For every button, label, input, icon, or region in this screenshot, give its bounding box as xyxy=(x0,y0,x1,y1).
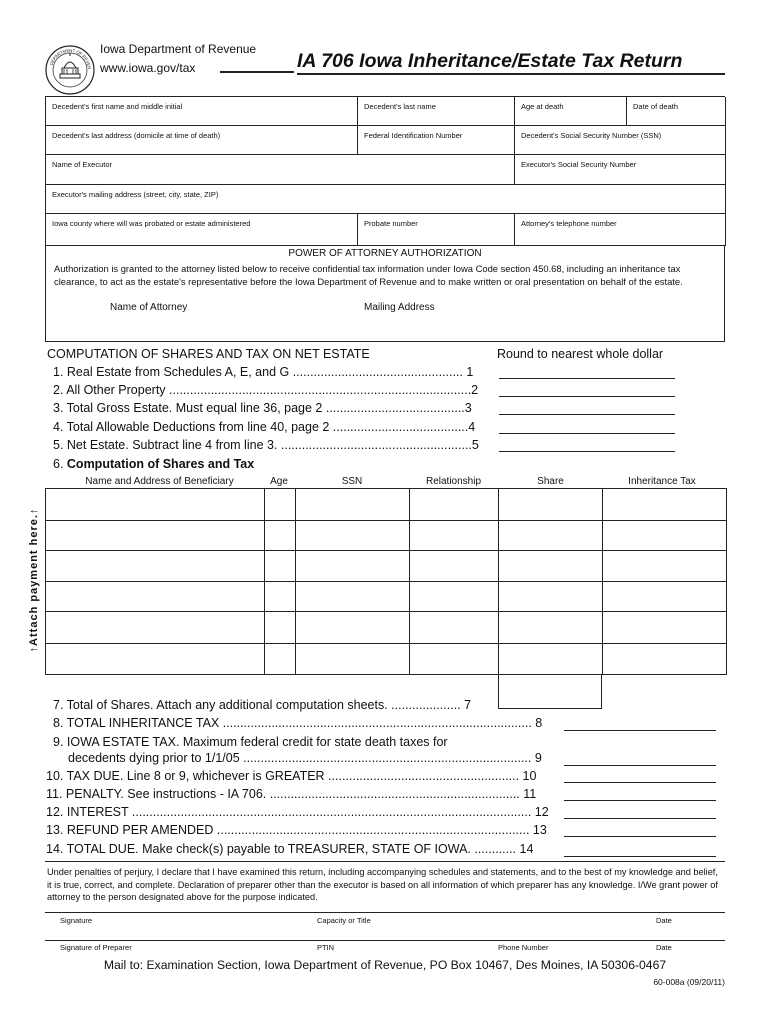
line-9-label-cont: decedents dying prior to 1/1/05 ................................................................................... 9 xyxy=(68,751,542,765)
capacity-label: Capacity or Title xyxy=(317,916,371,925)
beneficiary-table xyxy=(45,488,727,675)
section-divider xyxy=(45,861,725,862)
line-6-heading xyxy=(53,457,254,471)
line-10-label: 10. TAX DUE. Line 8 or 9, whichever is GREATER ....................................................... 10 xyxy=(46,769,537,783)
signature-label: Signature xyxy=(60,916,93,925)
line-7-label: 7. Total of Shares. Attach any additional computation sheets. .................... 7 xyxy=(53,698,472,712)
line-3-label: 3. Total Gross Estate. Must equal line 36, page 2 ........................................3 xyxy=(53,401,472,415)
col-relationship: Relationship xyxy=(425,476,482,487)
date-of-death-field[interactable] xyxy=(627,97,726,126)
attorney-phone-label: Attorney's telephone number xyxy=(521,219,617,228)
title-rule xyxy=(220,71,294,73)
preparer-signature-label: Signature of Preparer xyxy=(60,943,132,952)
decedent-info-grid xyxy=(45,96,725,245)
executor-name-label: Name of Executor xyxy=(52,160,113,169)
table-row xyxy=(46,550,726,551)
executor-name-field[interactable] xyxy=(46,155,515,185)
line-12-label: 12. INTEREST ................................................................................................................... 12 xyxy=(46,805,549,819)
seal-text: DEPARTMENT OF REVEN xyxy=(48,47,93,70)
line-12-input[interactable] xyxy=(564,818,716,819)
line-11-input[interactable] xyxy=(564,800,716,801)
svg-text:DEPARTMENT OF REVENUE xyxy=(44,44,92,70)
poa-title: POWER OF ATTORNEY AUTHORIZATION xyxy=(288,248,482,259)
last-name-field[interactable] xyxy=(358,97,515,126)
line-9-input[interactable] xyxy=(564,765,716,766)
age-at-death-field[interactable] xyxy=(515,97,627,126)
col-name-address: Name and Address of Beneficiary xyxy=(85,476,234,487)
line-3-input[interactable] xyxy=(499,414,675,415)
department-url: www.iowa.gov/tax xyxy=(100,61,196,75)
col-share: Share xyxy=(537,476,564,487)
line-5-input[interactable] xyxy=(499,451,675,452)
decedent-ssn-label: Decedent's Social Security Number (SSN) xyxy=(521,131,662,140)
probate-number-field[interactable] xyxy=(358,214,515,246)
attach-payment-note: ↑Attach payment here.↑ xyxy=(28,507,40,653)
phone-label: Phone Number xyxy=(498,943,549,952)
attorney-name-label: Name of Attorney xyxy=(110,302,188,313)
table-row xyxy=(46,520,726,521)
attorney-phone-field[interactable] xyxy=(515,214,726,246)
form-title: IA 706 Iowa Inheritance/Estate Tax Return xyxy=(297,50,683,72)
mailing-address-label: Mailing Address xyxy=(364,302,435,313)
col-inheritance-tax: Inheritance Tax xyxy=(628,476,696,487)
attorney-address-input[interactable] xyxy=(364,315,714,337)
fein-label: Federal Identification Number xyxy=(364,131,463,140)
last-address-label: Decedent's last address (domicile at time of death) xyxy=(52,131,221,140)
table-row xyxy=(46,611,726,612)
first-name-field[interactable] xyxy=(46,97,358,126)
first-name-label: Decedent's first name and middle initial xyxy=(52,102,183,111)
mail-to-address: Mail to: Examination Section, Iowa Department of Revenue, PO Box 10467, Des Moines, IA 50306-0467 xyxy=(103,958,667,972)
department-name: Iowa Department of Revenue xyxy=(100,42,257,56)
line-2-input[interactable] xyxy=(499,396,675,397)
last-address-field[interactable] xyxy=(46,126,358,155)
executor-address-label: Executor's mailing address (street, city, state, ZIP) xyxy=(52,190,219,199)
line-8-label: 8. TOTAL INHERITANCE TAX ......................................................................................... 8 xyxy=(53,716,543,730)
table-row xyxy=(46,643,726,644)
state-seal-logo xyxy=(44,44,96,96)
date-of-death-label: Date of death xyxy=(633,102,679,111)
probate-number-label: Probate number xyxy=(364,219,418,228)
line-10-input[interactable] xyxy=(564,782,716,783)
form-id: 60-008a (09/20/11) xyxy=(653,977,725,987)
county-label: Iowa county where will was probated or estate administered xyxy=(52,219,251,228)
computation-heading: COMPUTATION OF SHARES AND TAX ON NET ESTATE xyxy=(47,347,370,361)
col-ssn: SSN xyxy=(341,476,363,487)
title-underline xyxy=(297,73,725,75)
line-14-input[interactable] xyxy=(564,856,716,857)
poa-text: Authorization is granted to the attorney listed below to receive confidential tax information under Iowa Code section 450.68, including an inheritance tax clearance, to act as the estate's representative before the Iowa Department of Revenue and to make written or oral presentation on behalf of the estate. xyxy=(54,263,683,287)
line-14-label: 14. TOTAL DUE. Make check(s) payable to TREASURER, STATE OF IOWA. ............ 14 xyxy=(46,842,534,856)
line-13-input[interactable] xyxy=(564,836,716,837)
date-label-1: Date xyxy=(656,916,672,925)
line-13-label: 13. REFUND PER AMENDED .......................................................................................... 13 xyxy=(46,823,547,837)
decedent-ssn-field[interactable] xyxy=(515,126,726,155)
line-9-label: 9. IOWA ESTATE TAX. Maximum federal credit for state death taxes for xyxy=(53,735,448,749)
executor-address-field[interactable] xyxy=(46,185,726,214)
perjury-statement: Under penalties of perjury, I declare that I have examined this return, including accompanying schedules and statements, and to the best of my knowledge and belief, it is true, correct, and complete. Declaration of preparer other than the executor is based on all information of which preparer has any knowledge. I/We grant power of attorney to the person designated above for the purpose indicated. xyxy=(47,867,718,902)
attorney-name-input[interactable] xyxy=(106,315,346,337)
date-label-2: Date xyxy=(656,943,672,952)
line-2-label: 2. All Other Property .......................................................................................2 xyxy=(53,383,479,397)
line-5-label: 5. Net Estate. Subtract line 4 from line 3. .......................................................5 xyxy=(53,438,479,452)
line-8-input[interactable] xyxy=(564,730,716,731)
line-4-input[interactable] xyxy=(499,433,675,434)
county-field[interactable] xyxy=(46,214,358,246)
line-1-input[interactable] xyxy=(499,378,675,379)
col-age: Age xyxy=(270,476,288,487)
table-row xyxy=(46,581,726,582)
line-6-prefix: 6. xyxy=(53,457,67,471)
executor-ssn-label: Executor's Social Security Number xyxy=(521,160,637,169)
age-at-death-label: Age at death xyxy=(521,102,564,111)
last-name-label: Decedent's last name xyxy=(364,102,436,111)
executor-ssn-field[interactable] xyxy=(515,155,726,185)
line-6-title: Computation of Shares and Tax xyxy=(66,457,255,471)
signature-line[interactable] xyxy=(45,940,725,941)
line-11-label: 11. PENALTY. See instructions - IA 706. ........................................................................ 11 xyxy=(46,787,537,801)
fein-field[interactable] xyxy=(358,126,515,155)
power-of-attorney-box xyxy=(45,245,725,342)
total-shares-input[interactable] xyxy=(498,675,602,709)
signature-top-rule xyxy=(45,912,725,913)
round-note: Round to nearest whole dollar xyxy=(497,347,664,361)
line-4-label: 4. Total Allowable Deductions from line 40, page 2 .......................................4 xyxy=(53,420,476,434)
ptin-label: PTIN xyxy=(317,943,335,952)
line-1-label: 1. Real Estate from Schedules A, E, and G ................................................. 1 xyxy=(53,365,474,379)
